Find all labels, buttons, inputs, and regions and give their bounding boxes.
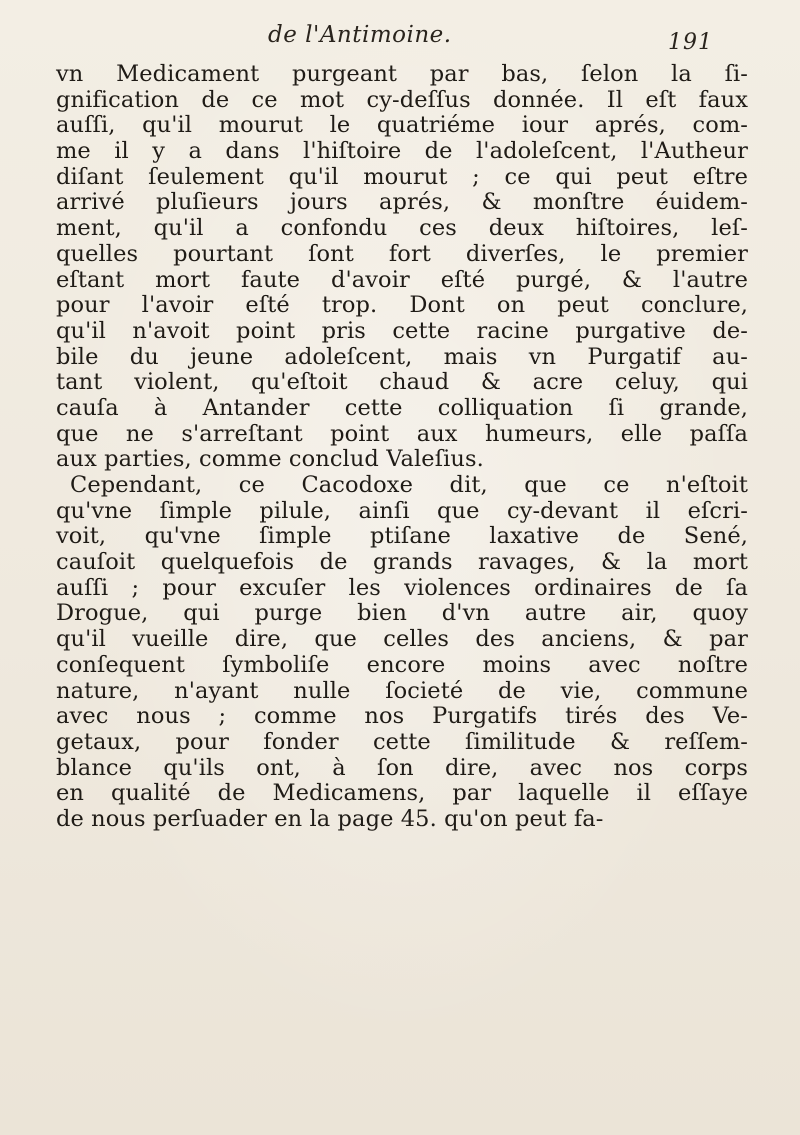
text-line: diſant ſeulement qu'il mourut ; ce qui peut eſtre bbox=[56, 163, 748, 190]
page-number: 191 bbox=[668, 30, 713, 55]
text-line: conſequent ſymboliſe encore moins avec noſtre bbox=[56, 651, 748, 678]
text-line: cauſoit quelquefois de grands ravages, & la mort bbox=[56, 549, 748, 576]
text-line: Drogue, qui purge bien d'vn autre air, quoy bbox=[56, 600, 748, 627]
running-title: de l'Antimoine. bbox=[268, 22, 452, 48]
text-line: bile du jeune adoleſcent, mais vn Purgatif au- bbox=[56, 343, 748, 370]
text-line: que ne s'arreſtant point aux humeurs, elle paſſa bbox=[56, 420, 748, 447]
text-line: pour l'avoir eſté trop. Dont on peut conclure, bbox=[56, 292, 748, 319]
text-line: nature, n'ayant nulle ſocieté de vie, commune bbox=[56, 677, 748, 704]
text-line: qu'il n'avoit point pris cette racine purgative de- bbox=[56, 317, 748, 344]
text-line: arrivé pluſieurs jours aprés, & monſtre éuidem- bbox=[56, 189, 748, 216]
text-line: en qualité de Medicamens, par laquelle il eſſaye bbox=[56, 780, 748, 807]
text-line: quelles pourtant ſont fort diverſes, le premier bbox=[56, 240, 748, 267]
text-line: blance qu'ils ont, à ſon dire, avec nos corps bbox=[56, 754, 748, 781]
text-line: eſtant mort faute d'avoir eſté purgé, & l'autre bbox=[56, 266, 748, 293]
text-line: tant violent, qu'eſtoit chaud & acre celuy, qui bbox=[56, 369, 748, 396]
text-line: aux parties, comme conclud Valeſius. bbox=[56, 446, 484, 473]
text-line: cauſa à Antander cette colliquation ſi grande, bbox=[56, 394, 748, 421]
text-line: auſſi, qu'il mourut le quatriéme iour aprés, com- bbox=[56, 112, 748, 139]
paragraph-start-line: Cependant, ce Cacodoxe dit, que ce n'eſtoit bbox=[70, 472, 748, 498]
text-line: gnification de ce mot cy-deſſus donnée. Il eſt faux bbox=[56, 86, 748, 113]
text-line: qu'il vueille dire, que celles des anciens, & par bbox=[56, 626, 748, 653]
text-line: vn Medicament purgeant par bas, ſelon la ſi- bbox=[56, 61, 748, 87]
text-line: me il y a dans l'hiſtoire de l'adoleſcent, l'Autheur bbox=[56, 138, 748, 165]
text-line: de nous perſuader en la page 45. qu'on peut fa- bbox=[56, 805, 604, 832]
body-text bbox=[56, 62, 748, 833]
text-line: avec nous ; comme nos Purgatifs tirés des Ve- bbox=[56, 703, 748, 730]
running-head bbox=[0, 20, 800, 54]
text-line: getaux, pour fonder cette ſimilitude & reſſem- bbox=[56, 728, 748, 755]
text-line: ment, qu'il a confondu ces deux hiſtoires, leſ- bbox=[56, 215, 748, 242]
text-line: auſſi ; pour excuſer les violences ordinaires de ſa bbox=[56, 574, 748, 601]
text-line: voit, qu'vne ſimple ptiſane laxative de Sené, bbox=[56, 523, 748, 550]
text-line: qu'vne ſimple pilule, ainſi que cy-devant il eſcri- bbox=[56, 497, 748, 524]
